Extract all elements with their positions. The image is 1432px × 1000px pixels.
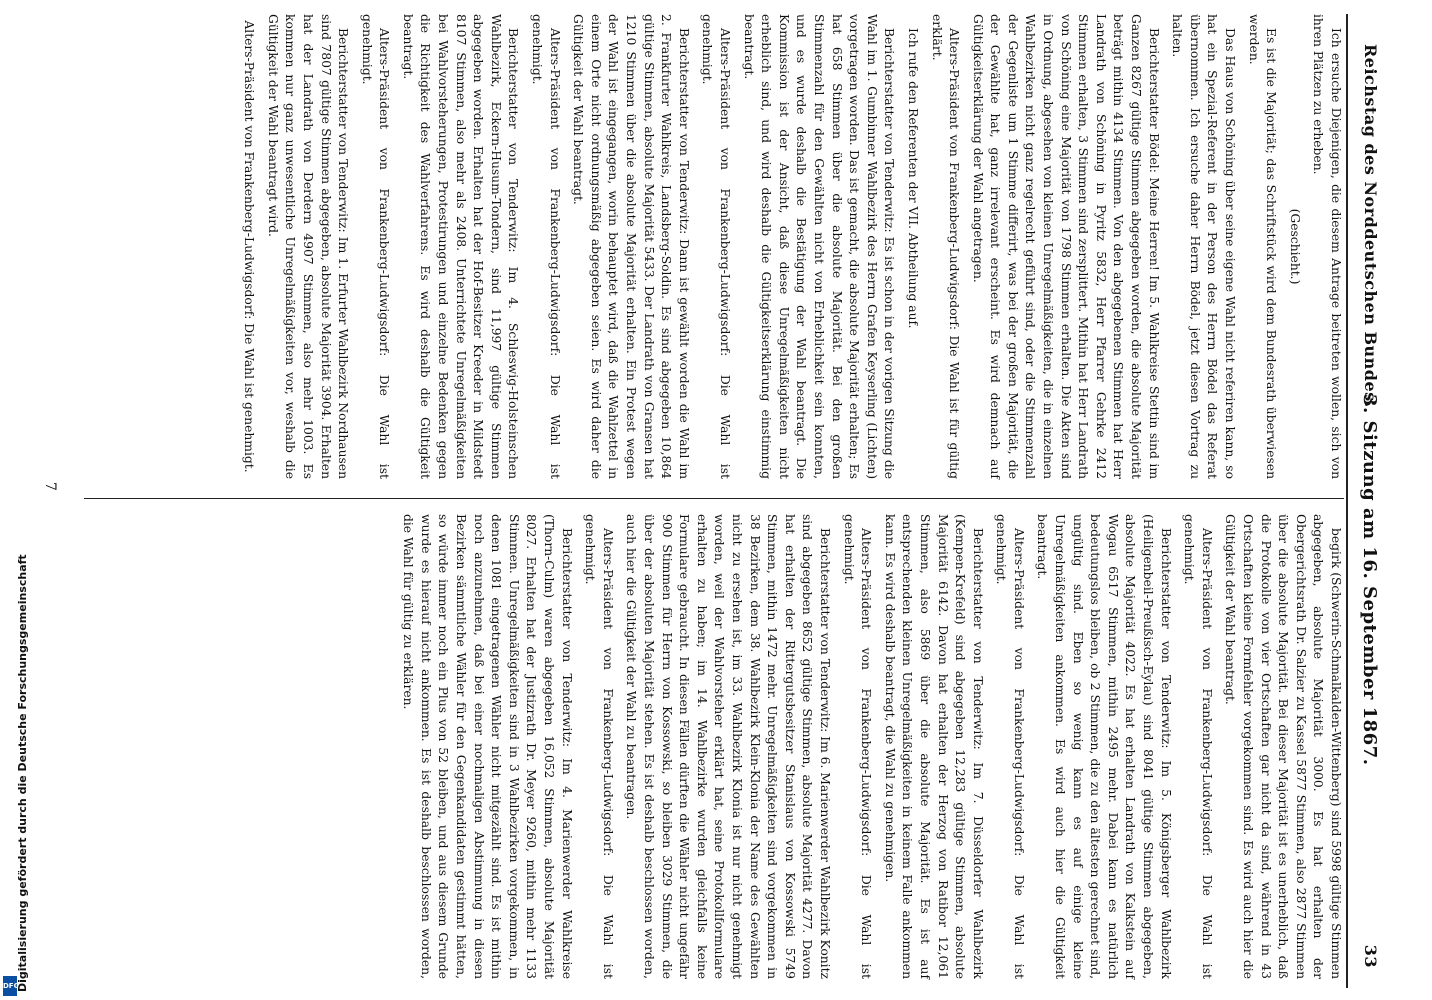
signature-number: 7 — [42, 482, 58, 491]
paragraph: Ich rufe den Referenten der VII. Abtheilung auf. — [905, 28, 920, 329]
digitization-credit — [2, 554, 29, 1000]
paragraph: begirk (Schwerin-Schmalkalden-Wittenberg) sind 5998 gültige Stimmen abgegeben, absolute Majorität 3000. Es hat erhalten der Obergerichtsrath Dr. Salzier zu Kassel 5877 Stimmen, also 2877 Stimmen über die absolute Majorität. Bei dieser Majorität ist es unerheblich, daß die Protokolle von vier Ortschaften gar nicht da sind, während in 43 Ortschaften kleine Formfehler vorgekommen sind. Es wird auch hier die Gültigkeit der Wahl beantragt. — [1223, 514, 1343, 979]
paragraph: Alters-Präsident von Frankenberg-Ludwigsdorf: Die Wahl ist genehmigt. — [841, 514, 874, 979]
paragraph: Berichterstatter von Tenderwitz: Im 5. Königsberger Wahlbezirk (Heiligenbeil-Preußisch-Eylau) sind 8041 gültige Stimmen abgegeben, absolute Majorität 4022. Es hat erhalten Landrath von Kalkstein auf Wogau 6517 Stimmen, mithin 2495 mehr. Dabei kann es natürlich bedeutungslos bleiben, ob 2 Stimmen, die zu den ältesten gerechnet sind, ungültig sind. Eben so wenig kann es auf einige kleine Unregelmäßigkeiten ankommen. Es wird auch hier die Gültigkeit beantragt. — [1035, 514, 1173, 979]
paragraph: Alters-Präsident von Frankenberg-Ludwigsdorf: Die Wahl ist genehmigt. — [530, 14, 562, 479]
column-rule — [84, 498, 1344, 499]
dfg-logo-icon: DFG — [3, 976, 17, 996]
right-column — [54, 514, 1344, 979]
paragraph: Es ist die Majorität; das Schriftstück wird dem Bundesrath überwiesen werden. — [1246, 14, 1279, 479]
paragraph: Alters-Präsident von Frankenberg-Ludwigsdorf: Die Wahl ist genehmigt. — [583, 514, 615, 979]
paragraph: Alters-Präsident von Frankenberg-Ludwigsdorf: Die Wahl ist genehmigt. — [1182, 514, 1214, 979]
paragraph: (Geschieht.) — [1287, 208, 1302, 285]
paragraph: Berichterstatter von Tenderwitz: Im 6. Marienwerder Wahlbezirk Konitz sind abgegeben 8652 gültige Stimmen, absolute Majorität 4277. Davon hat erhalten der Rittergutsbesitzer Stanislaus von Kossowski 5749 Stimmen, mithin 1472 mehr. Unregelmäßigkeiten sind vorgekommen in 38 Bezirken, dem 38. Wahlbezirk Klein-Klonia der Name des Gewählten nicht zu ersehen ist, im 33. Wahlbezirk Klonia ist nur nicht genehmigt worden, weil der Wahlvorsteher erklärt hat, seine Protokollformulare erhalten zu haben; im 14. Wahlbezirke wurden gleichfalls keine Formulare gebraucht. In diesen Fällen dürften die Wähler nicht ungefähr 900 Stimmen für Herrn von Kossowski, so bleiben 3029 Stimmen, die über der absoluten Majorität stehen. Es ist deshalb beschlossen worden, auch hier die Gültigkeit der Wahl zu beantragen. — [624, 514, 832, 979]
header-left: Reichstag des Norddeutschen Bundes. — [1361, 44, 1380, 408]
credit-text: Digitalisierung gefördert durch die Deutsche Forschungsgemeinschaft — [16, 554, 29, 992]
paragraph: Berichterstatter von Tenderwitz: Im 1. Erfurter Wahlbezirk Nordhausen sind 7807 gültige Stimmen abgegeben, absolute Majorität 3904. Erhalten hat der Landrath von Derdern 4907 Stimmen, also mehr 1003. Es kommen nur ganz unwesentliche Unregelmäßigkeiten vor, weshalb die Gültigkeit der Wahl beantragt wird. — [265, 14, 351, 479]
paragraph: Berichterstatter von Tenderwitz: Es ist schon in der vorigen Sitzung die Wahl im 1. Gumbinner Wahlbezirk des Herrn Grafen Keyserling (Lichten) vorgetragen worden. Das ist gemacht, die absolute Majorität erhalten; Es hat 658 Stimmen über die absolute Majorität. Bei den großen Stimmenzahl für den Gewählten nicht von Erheblichkeit sein konnten, und es wurde deshalb die Bestätigung der Wahl beantragt. Die Kommission ist der Ansicht, daß diese Unregelmäßigkeiten nicht erheblich sind, und wird deshalb die Gültigkeitserklärung einstimmig beantragt. — [741, 14, 897, 479]
left-column — [54, 14, 1344, 479]
rotated-newspaper-page — [42, 6, 1388, 996]
paragraph: Berichterstatter von Tenderwitz: Im 7. Düsseldorfer Wahlbezirk (Kempen-Krefeld) sind abgegeben 12,283 gültige Stimmen, absolute Majorität 6142. Davon hat erhalten der Herzog von Ratibor 12,061 Stimmen, also 5869 über die absolute Majorität. Es ist auf entsprechenden kleinen Unregelmäßigkeiten in keinem Falle ankommen kann. Es wird deshalb beantragt, die Wahl zu genehmigen. — [882, 514, 985, 979]
paragraph: Berichterstatter Bödel: Meine Herren! Im 5. Wahlkreise Stettin sind im Ganzen 8267 gültige Stimmen abgegeben worden, die absolute Majorität beträgt mithin 4134 Stimmen. Von den abgegebenen Stimmen hat Herr Landrath von Schöning in Pyritz 5832, Herr Pfarrer Gehrke 2412 Stimmen erhalten, 3 Stimmen sind zersplittert. Mithin hat Herr Landrath von Schöning eine Majorität von 1798 Stimmen erhalten. Die Akten sind in Ordnung, abgesehen von kleinen Unregelmäßigkeiten, die in einzelnen Wahlbezirken nicht ganz regelrecht geführt sind, oder die Stimmenzahl der Gegenliste um 1 Stimme differirt, was bei der großen Majorität, die der Gewählte hat, ganz irrelevant erscheint. Es wird demnach auf Gültigkeitserklärung der Wahl angetragen. — [970, 14, 1161, 479]
paragraph: Ich ersuche Diejenigen, die diesem Antrage beitreten wollen, sich von ihren Plätzen zu erheben. — [1311, 14, 1343, 479]
paragraph: Berichterstatter von Tenderwitz: Im 4. Schleswig-Holsteinschen Wahlbezirk, Eckern-Husum-Tondern, sind 11,997 gültige Stimmen abgegeben worden. Erhalten hat der Hof-Besitzer Kreeder in Mildstedt 8107 Stimmen, also mehr als 2408. Unterrichtete Unregelmäßigkeiten bei Wahlvorsteherungen, Protestirungen und einzelne Bedenken gegen die Richtigkeit des Wahlverfahrens. Es wird deshalb die Gültigkeit beantragt. — [400, 14, 521, 479]
header-center: 3. Sitzung am 16. September 1867. — [1359, 394, 1380, 766]
page-header — [1354, 14, 1388, 988]
paragraph: Berichterstatter von Tenderwitz: Im 4. Marienwerder Wahlkreise (Thorn-Culm) waren abgegeben 16,052 Stimmen, absolute Majorität 8027. Erhalten hat der Justizrath Dr. Meyer 9260, mithin mehr 1133 Stimmen. Unregelmäßigkeiten sind in 3 Wahlbezirken vorgekommen, in denen 1081 eingetragenen Wähler nicht mitgezählt sind. Es ist mithin noch anzunehmen, daß bei einer nochmaligen Abstimmung in diesen Bezirken sämmtliche Wähler für den Gegenkandidaten gestimmt hätten, so würde immer noch ein Plus von 52 bleiben, und aus diesem Grunde wurde es hierauf nicht ankommen. Es ist deshalb beschlossen worden, die Wahl für gültig zu erklären. — [401, 514, 574, 979]
paragraph: Das Haus von Schöning über seine eigene Wahl nicht referiren kann, so hat ein Spezial-Referent in der Person des Herrn Bödel das Referat übernommen. Ich ersuche daher Herrn Bödel, jetzt diesen Vortrag zu halten. — [1170, 14, 1238, 479]
paragraph: Alters-Präsident von Frankenberg-Ludwigsdorf: Die Wahl ist genehmigt. — [359, 14, 392, 479]
paragraph: Alters-Präsident von Frankenberg-Ludwigsdorf: Die Wahl ist genehmigt. — [994, 514, 1026, 979]
paragraph: Alters-Präsident von Frankenberg-Ludwigsdorf: Die Wahl ist genehmigt. — [700, 14, 732, 479]
paragraph: Alters-Präsident von Frankenberg-Ludwigsdorf: Die Wahl ist für gültig erklärt. — [929, 14, 962, 479]
paragraph: Berichterstatter von Tenderwitz: Dann ist gewählt worden die Wahl im 2. Frankfurter Wahlkreis, Landsberg-Soldin. Es sind abgegeben 10,864 gültige Stimmen, absolute Majorität 5433. Der Landrath von Gransen hat 1210 Stimmen über die absolute Majorität erhalten. Ein Protest wegen der Wahl ist eingegangen, worin behauptet wird, daß die Wahlzettel in einem Orte nicht ordnungsmäßig abgegeben seien. Es wird daher die Gültigkeit der Wahl beantragt. — [571, 14, 691, 479]
header-page-number: 33 — [1361, 944, 1380, 968]
header-rule — [1346, 14, 1348, 988]
footer-note: Alters-Präsident von Frankenberg-Ludwigsdorf: Die Wahl ist genehmigt. — [242, 20, 257, 473]
